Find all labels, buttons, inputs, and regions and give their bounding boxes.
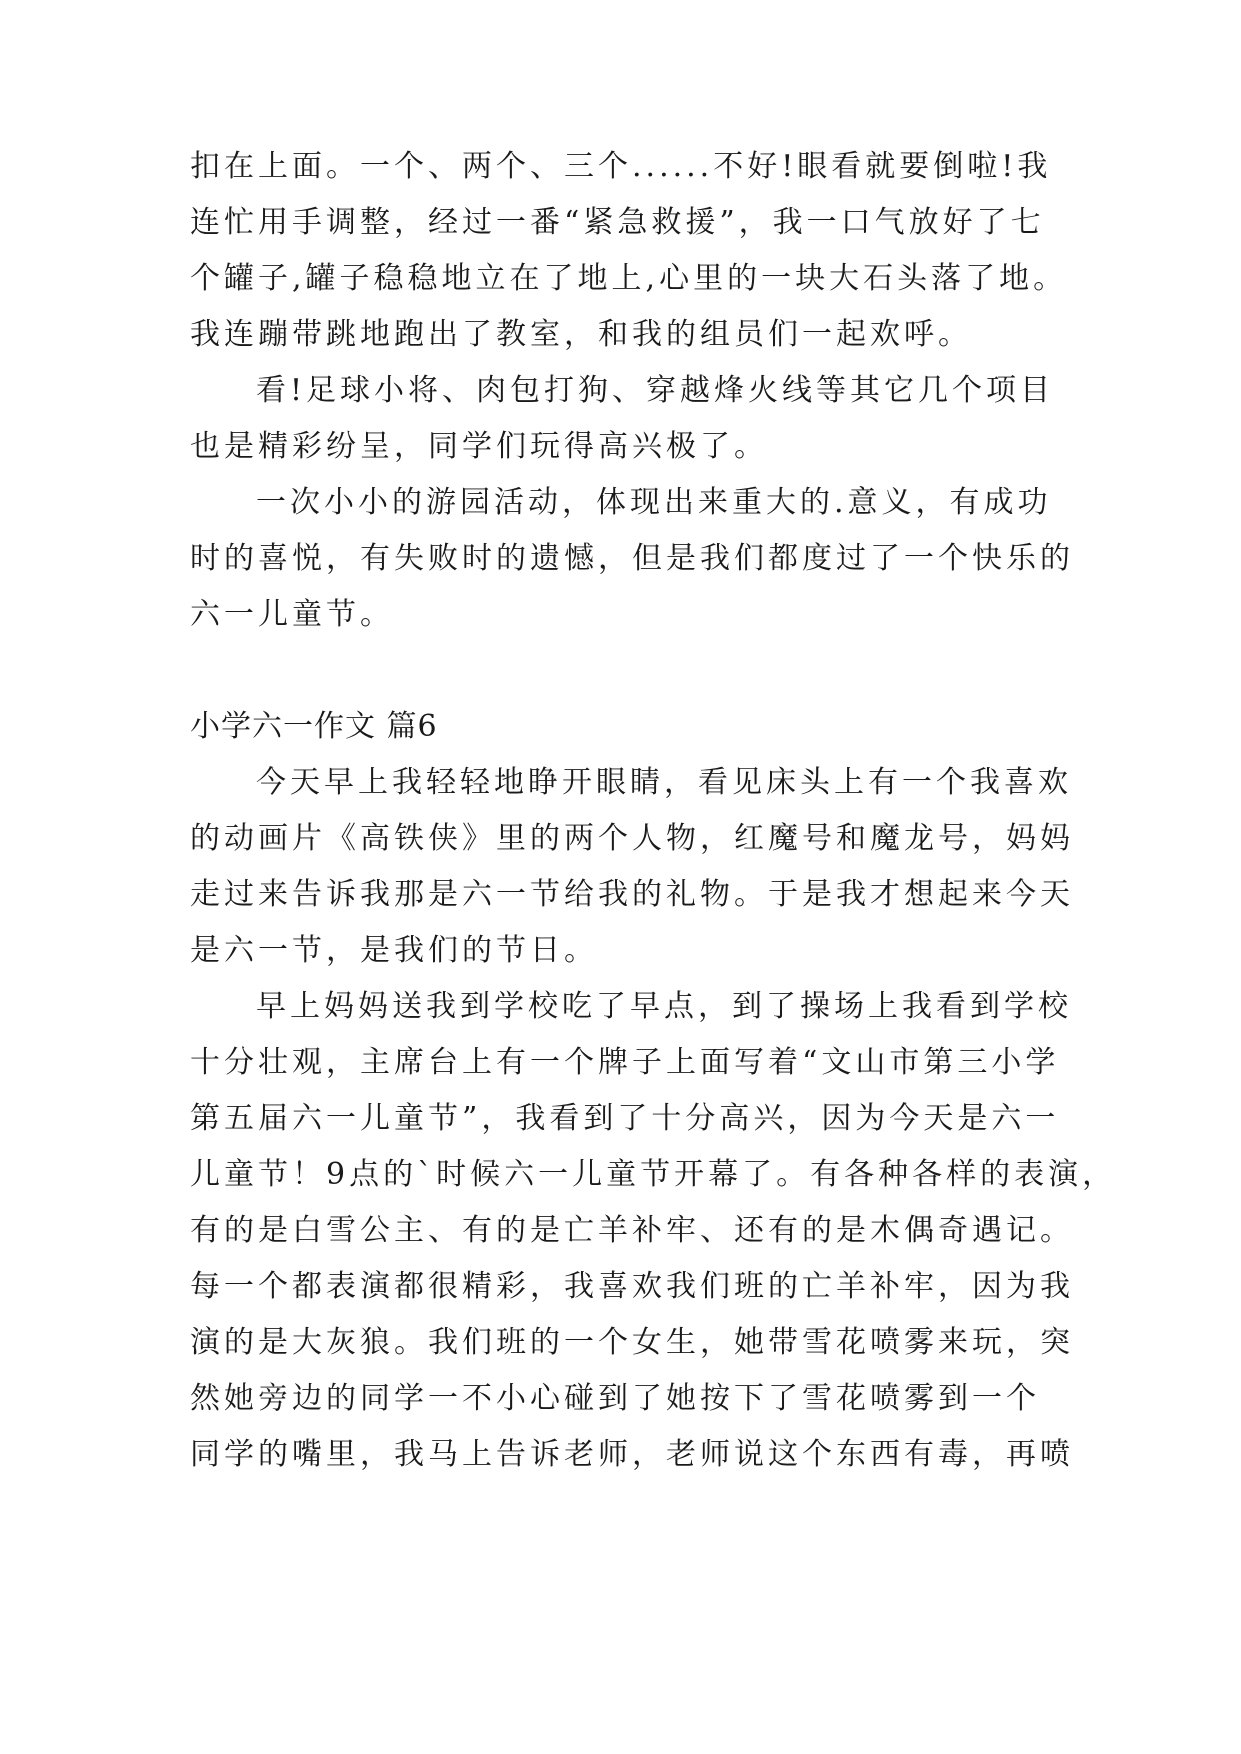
paragraph-line: 也是精彩纷呈，同学们玩得高兴极了。 bbox=[190, 429, 768, 464]
section-heading: 小学六一作文 篇6 bbox=[190, 709, 438, 744]
paragraph-line: 的动画片《高铁侠》里的两个人物，红魔号和魔龙号，妈妈 bbox=[190, 821, 1074, 856]
paragraph-line: 时的喜悦，有失败时的遗憾，但是我们都度过了一个快乐的 bbox=[190, 541, 1074, 576]
paragraph-line: 看!足球小将、肉包打狗、穿越烽火线等其它几个项目 bbox=[256, 373, 1055, 408]
paragraph-line: 是六一节，是我们的节日。 bbox=[190, 933, 598, 968]
paragraph-line: 早上妈妈送我到学校吃了早点，到了操场上我看到学校 bbox=[256, 989, 1072, 1024]
paragraph-line: 然她旁边的同学一不小心碰到了她按下了雪花喷雾到一个 bbox=[190, 1381, 1040, 1416]
paragraph-line: 十分壮观，主席台上有一个牌子上面写着“文山市第三小学 bbox=[190, 1045, 1060, 1080]
paragraph-line: 有的是白雪公主、有的是亡羊补牢、还有的是木偶奇遇记。 bbox=[190, 1213, 1074, 1248]
paragraph-line: 我连蹦带跳地跑出了教室，和我的组员们一起欢呼。 bbox=[190, 317, 972, 352]
paragraph-line: 一次小小的游园活动，体现出来重大的.意义，有成功 bbox=[256, 485, 1052, 520]
paragraph-line: 走过来告诉我那是六一节给我的礼物。于是我才想起来今天 bbox=[190, 877, 1074, 912]
paragraph-line: 连忙用手调整，经过一番“紧急救援”，我一口气放好了七 bbox=[190, 205, 1045, 240]
paragraph-line: 演的是大灰狼。我们班的一个女生，她带雪花喷雾来玩，突 bbox=[190, 1325, 1074, 1360]
paragraph-line: 每一个都表演都很精彩，我喜欢我们班的亡羊补牢，因为我 bbox=[190, 1269, 1074, 1304]
paragraph-line: 个罐子,罐子稳稳地立在了地上,心里的一块大石头落了地。 bbox=[190, 261, 1068, 296]
paragraph-line: 儿童节！9点的`时候六一儿童节开幕了。有各种各样的表演， bbox=[190, 1157, 1117, 1192]
paragraph-line: 今天早上我轻轻地睁开眼睛，看见床头上有一个我喜欢 bbox=[256, 765, 1072, 800]
paragraph-line: 扣在上面。一个、两个、三个......不好!眼看就要倒啦!我 bbox=[190, 149, 1052, 184]
paragraph-line: 同学的嘴里，我马上告诉老师，老师说这个东西有毒，再喷 bbox=[190, 1437, 1074, 1472]
paragraph-line: 六一儿童节。 bbox=[190, 597, 394, 632]
paragraph-line: 第五届六一儿童节”，我看到了十分高兴，因为今天是六一 bbox=[190, 1101, 1060, 1136]
